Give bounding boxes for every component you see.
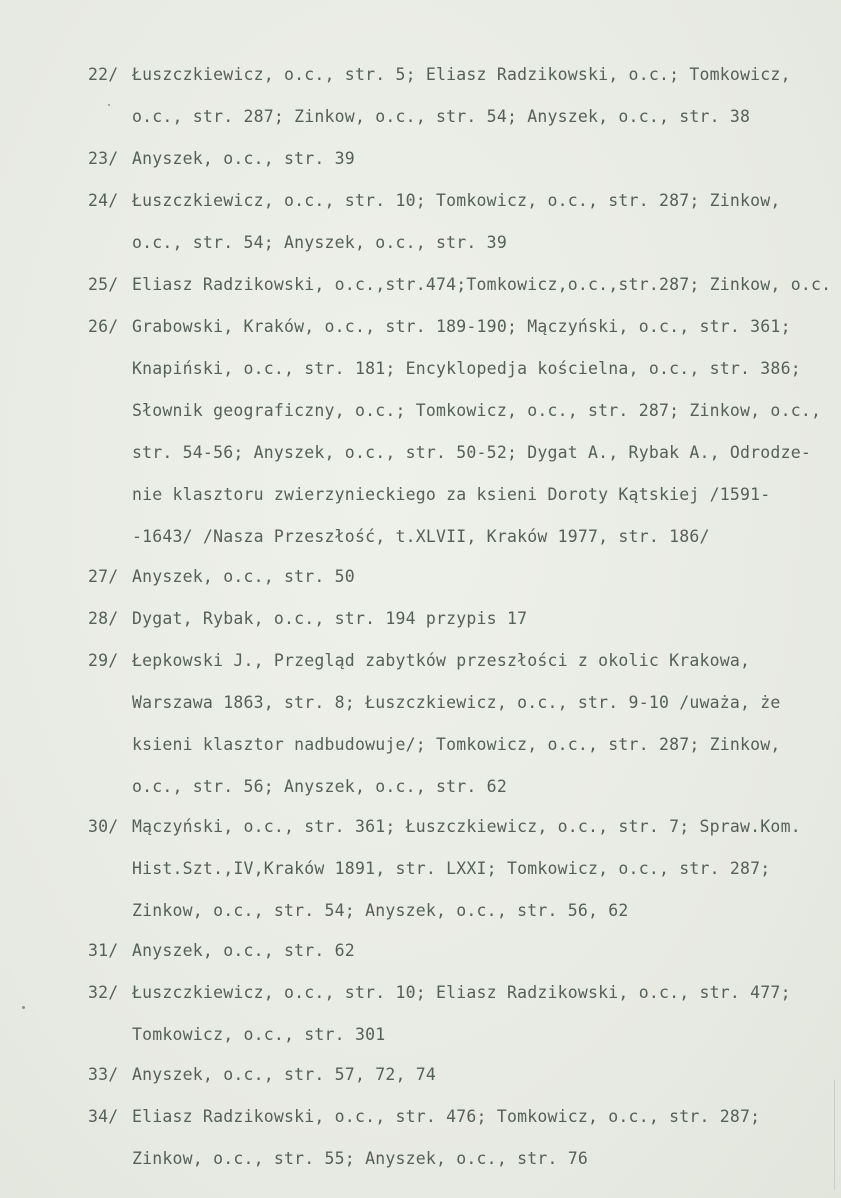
footnote-line: Łepkowski J., Przegląd zabytków przeszłości z okolic Krakowa, bbox=[132, 651, 751, 670]
footnote-line: Warszawa 1863, str. 8; Łuszczkiewicz, o.c., str. 9-10 /uważa, że bbox=[132, 693, 781, 712]
footnote-line: Anyszek, o.c., str. 62 bbox=[132, 941, 355, 960]
footnote-line: Łuszczkiewicz, o.c., str. 5; Eliasz Radzikowski, o.c.; Tomkowicz, bbox=[132, 65, 791, 84]
footnote-number: 34/ bbox=[88, 1107, 119, 1126]
paper-speck bbox=[22, 1006, 25, 1009]
footnote-line: Anyszek, o.c., str. 50 bbox=[132, 567, 355, 586]
footnote-number: 33/ bbox=[88, 1065, 119, 1084]
footnote-line: Tomkowicz, o.c., str. 301 bbox=[132, 1025, 386, 1044]
footnote-number: 27/ bbox=[88, 567, 119, 586]
footnote-line: Grabowski, Kraków, o.c., str. 189-190; Mączyński, o.c., str. 361; bbox=[132, 317, 791, 336]
footnote-line: Łuszczkiewicz, o.c., str. 10; Tomkowicz, o.c., str. 287; Zinkow, bbox=[132, 191, 781, 210]
footnote-line: ksieni klasztor nadbudowuje/; Tomkowicz, o.c., str. 287; Zinkow, bbox=[132, 735, 781, 754]
paper-edge-shadow bbox=[834, 1080, 835, 1190]
footnote-line: Zinkow, o.c., str. 55; Anyszek, o.c., str. 76 bbox=[132, 1149, 589, 1168]
footnote-line: Mączyński, o.c., str. 361; Łuszczkiewicz, o.c., str. 7; Spraw.Kom. bbox=[132, 817, 801, 836]
footnote-number: 31/ bbox=[88, 941, 119, 960]
footnote-number: 22/ bbox=[88, 65, 119, 84]
footnote-line: Hist.Szt.,IV,Kraków 1891, str. LXXI; Tomkowicz, o.c., str. 287; bbox=[132, 859, 771, 878]
footnote-line: o.c., str. 54; Anyszek, o.c., str. 39 bbox=[132, 233, 507, 252]
footnote-number: 32/ bbox=[88, 983, 119, 1002]
footnote-line: Dygat, Rybak, o.c., str. 194 przypis 17 bbox=[132, 609, 528, 628]
footnote-line: Zinkow, o.c., str. 54; Anyszek, o.c., str. 56, 62 bbox=[132, 901, 629, 920]
footnote-number: 25/ bbox=[88, 275, 119, 294]
footnote-number: 23/ bbox=[88, 149, 119, 168]
footnote-line: o.c., str. 287; Zinkow, o.c., str. 54; Anyszek, o.c., str. 38 bbox=[132, 107, 751, 126]
footnote-line: Eliasz Radzikowski, o.c., str. 476; Tomkowicz, o.c., str. 287; bbox=[132, 1107, 761, 1126]
footnote-line: o.c., str. 56; Anyszek, o.c., str. 62 bbox=[132, 777, 507, 796]
footnote-number: 30/ bbox=[88, 817, 119, 836]
footnote-line: Słownik geograficzny, o.c.; Tomkowicz, o.c., str. 287; Zinkow, o.c., bbox=[132, 401, 822, 420]
footnote-line: Łuszczkiewicz, o.c., str. 10; Eliasz Radzikowski, o.c., str. 477; bbox=[132, 983, 791, 1002]
paper-speck bbox=[108, 104, 110, 106]
footnote-number: 24/ bbox=[88, 191, 119, 210]
footnote-line: Knapiński, o.c., str. 181; Encyklopedja kościelna, o.c., str. 386; bbox=[132, 359, 801, 378]
footnote-number: 26/ bbox=[88, 317, 119, 336]
footnote-number: 28/ bbox=[88, 609, 119, 628]
footnote-number: 29/ bbox=[88, 651, 119, 670]
footnote-line: Eliasz Radzikowski, o.c.,str.474;Tomkowicz,o.c.,str.287; Zinkow, o.c. bbox=[132, 275, 832, 294]
footnote-line: str. 54-56; Anyszek, o.c., str. 50-52; Dygat A., Rybak A., Odrodze- bbox=[132, 443, 811, 462]
footnote-line: nie klasztoru zwierzynieckiego za ksieni Doroty Kątskiej /1591- bbox=[132, 485, 771, 504]
footnote-line: Anyszek, o.c., str. 57, 72, 74 bbox=[132, 1065, 437, 1084]
footnote-line: -1643/ /Nasza Przeszłość, t.XLVII, Kraków 1977, str. 186/ bbox=[132, 527, 710, 546]
footnote-line: Anyszek, o.c., str. 39 bbox=[132, 149, 355, 168]
